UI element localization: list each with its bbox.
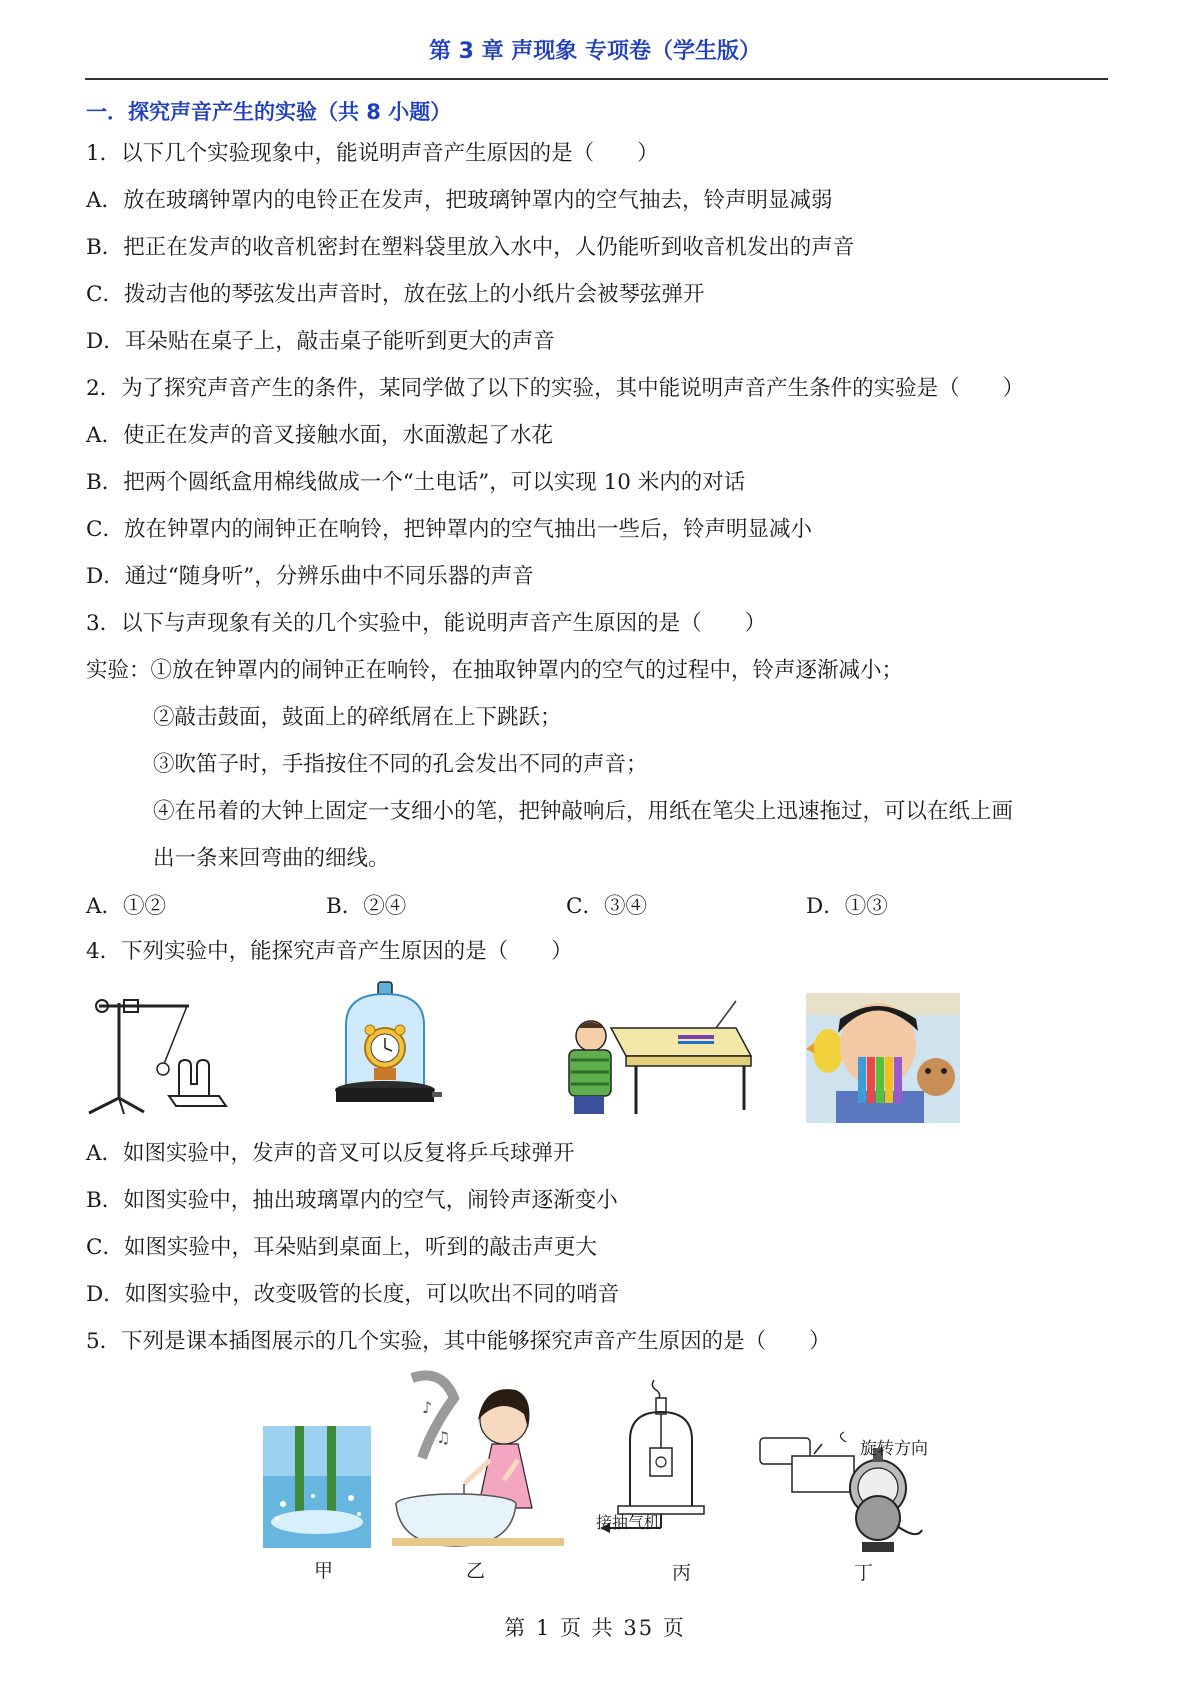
q3-experiment-4a: ④在吊着的大钟上固定一支细小的笔，把钟敲响后，用纸在笔尖上迅速拖过，可以在纸上画 — [153, 799, 1014, 824]
q3-option-d: D．①③ — [806, 894, 888, 919]
q2-option-a: A．使正在发声的音叉接触水面，水面激起了水花 — [86, 423, 554, 448]
pump-label: 接抽气机 — [596, 1513, 661, 1532]
q5-caption-bing: 丙 — [672, 1562, 692, 1584]
q5-caption-jia: 甲 — [314, 1560, 334, 1582]
q5-caption-yi: 乙 — [466, 1560, 486, 1582]
q2-option-d: D．通过“随身听”，分辨乐曲中不同乐器的声音 — [86, 564, 534, 589]
straw-whistle-photo — [806, 993, 960, 1123]
q1-option-d: D．耳朵贴在桌子上，敲击桌子能听到更大的声音 — [86, 329, 555, 354]
title-divider — [85, 78, 1108, 80]
q4-option-a: A．如图实验中，发声的音叉可以反复将乒乓球弹开 — [86, 1141, 575, 1166]
fork-in-water-photo — [263, 1426, 371, 1548]
q3-experiment-3: ③吹笛子时，手指按住不同的孔会发出不同的声音； — [153, 752, 648, 777]
q2-option-c: C．放在钟罩内的闹钟正在响铃，把钟罩内的空气抽出一些后，铃声明显减小 — [86, 517, 812, 542]
ear-on-table-figure — [566, 998, 756, 1118]
page-title: 第 3 章 声现象 专项卷（学生版） — [429, 39, 761, 64]
q4-option-c: C．如图实验中，耳朵贴到桌面上，听到的敲击声更大 — [86, 1235, 597, 1260]
q4-option-b: B．如图实验中，抽出玻璃罩内的空气，闹铃声逐渐变小 — [86, 1188, 618, 1213]
rotation-direction-label: 旋转方向 — [860, 1439, 928, 1459]
q1-option-c: C．拨动吉他的琴弦发出声音时，放在弦上的小纸片会被琴弦弹开 — [86, 282, 705, 307]
q3-experiment-2: ②敲击鼓面，鼓面上的碎纸屑在上下跳跃； — [153, 705, 562, 730]
girl-bowl-figure — [392, 1368, 564, 1548]
svg-text:♪: ♪ — [422, 1398, 433, 1417]
q2-option-b: B．把两个圆纸盒用棉线做成一个“土电话”，可以实现 10 米内的对话 — [86, 470, 746, 495]
q3-option-c: C．③④ — [566, 894, 647, 919]
section-heading: 一．探究声音产生的实验（共 8 小题） — [86, 100, 452, 124]
q1-option-a: A．放在玻璃钟罩内的电铃正在发声，把玻璃钟罩内的空气抽去，铃声明显减弱 — [86, 188, 833, 213]
q1-option-b: B．把正在发声的收音机密封在塑料袋里放入水中，人仍能听到收音机发出的声音 — [86, 235, 855, 260]
q1-stem: 1．以下几个实验现象中，能说明声音产生原因的是（ ） — [86, 141, 659, 166]
q4-option-d: D．如图实验中，改变吸管的长度，可以吹出不同的哨音 — [86, 1282, 620, 1307]
q5-stem: 5．下列是课本插图展示的几个实验，其中能够探究声音产生原因的是（ ） — [86, 1329, 831, 1354]
q3-experiment-4b: 出一条来回弯曲的细线。 — [153, 846, 390, 871]
q3-option-a: A．①② — [86, 894, 167, 919]
q2-stem: 2．为了探究声音产生的条件，某同学做了以下的实验，其中能说明声音产生条件的实验是（ ） — [86, 376, 1025, 401]
svg-text:♫: ♫ — [436, 1428, 451, 1447]
q3-stem: 3．以下与声现象有关的几个实验中，能说明声音产生原因的是（ ） — [86, 611, 767, 636]
bell-jar-clock-figure — [326, 980, 444, 1115]
q3-option-b: B．②④ — [326, 894, 407, 919]
tuning-fork-figure — [84, 988, 234, 1118]
page-footer: 第 1 页 共 35 页 — [504, 1616, 686, 1640]
q5-caption-ding: 丁 — [854, 1562, 874, 1584]
q3-experiment-1: 实验：①放在钟罩内的闹钟正在响铃，在抽取钟罩内的空气的过程中，铃声逐渐减小； — [86, 658, 904, 683]
q4-stem: 4．下列实验中，能探究声音产生原因的是（ ） — [86, 939, 573, 964]
